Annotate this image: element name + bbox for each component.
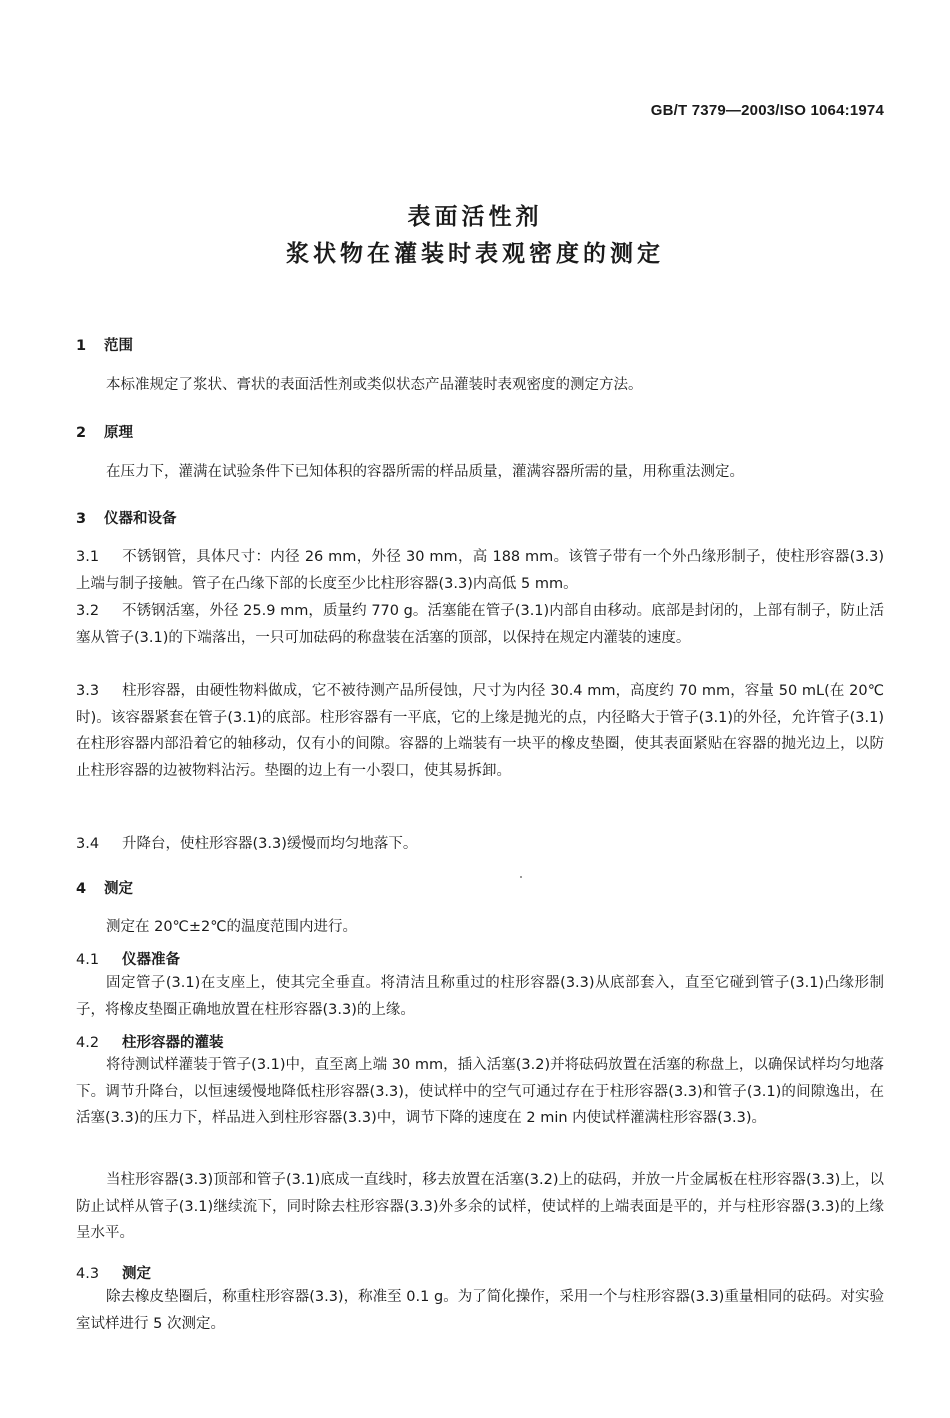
clause-3-1: 3.1 不锈钢管，具体尺寸：内径 26 mm，外径 30 mm，高 188 mm。该管子带有一个外凸缘形制子，使柱形容器(3.3)上端与制子接触。管子在凸缘下部的长度至少比柱形容器(3.3)内高低 5 mm。 (76, 549, 884, 592)
section-4-heading: 4 测定 (76, 881, 133, 897)
clause-4-3-heading: 4.3 测定 (76, 1266, 151, 1282)
title-line-2: 浆状物在灌装时表观密度的测定 (286, 241, 664, 267)
clause-4-3-text: 除去橡皮垫圈后，称重柱形容器(3.3)，称准至 0.1 g。为了简化操作，采用一个与柱形容器(3.3)重量相同的砝码。对实验室试样进行 5 次测定。 (76, 1289, 884, 1332)
clause-4-1-text: 固定管子(3.1)在支座上，使其完全垂直。将清洁且称重过的柱形容器(3.3)从底部套入，直至它碰到管子(3.1)凸缘形制子，将橡皮垫圈正确地放置在柱形容器(3.3)的上缘。 (76, 975, 884, 1018)
section-3-heading: 3 仪器和设备 (76, 511, 177, 527)
section-4-intro: 测定在 20℃±2℃的温度范围内进行。 (106, 919, 358, 935)
clause-3-3: 3.3 柱形容器，由硬性物料做成，它不被待测产品所侵蚀，尺寸为内径 30.4 mm，高度约 70 mm，容量 50 mL(在 20℃时)。该容器紧套在管子(3.1)的底部。柱形容器有一平底，它的上缘是抛光的点，内径略大于管子(3.1)的外径，允许管子(3.1)在柱形容器内部沿着它的轴移动，仅有小的间隙。容器的上端装有一块平的橡皮垫圈，使其表面紧贴在容器的抛光边上，以防止柱形容器的边被物料沾污。垫圈的边上有一小裂口，使其易拆卸。 (76, 683, 884, 779)
clause-3-4: 3.4 升降台，使柱形容器(3.3)缓慢而均匀地落下。 (76, 836, 418, 852)
clause-4-2-para-1: 将待测试样灌装于管子(3.1)中，直至离上端 30 mm，插入活塞(3.2)并将砝码放置在活塞的称盘上，以确保试样均匀地落下。调节升降台，以恒速缓慢地降低柱形容器(3.3)，使试样中的空气可通过存在于柱形容器(3.3)和管子(3.1)的间隙逸出，在活塞(3.3)的压力下，样品进入到柱形容器(3.3)中，调节下降的速度在 2 min 内使试样灌满柱形容器(3.3)。 (76, 1057, 884, 1126)
section-1-text: 本标准规定了浆状、膏状的表面活性剂或类似状态产品灌装时表观密度的测定方法。 (106, 377, 643, 393)
clause-3-2: 3.2 不锈钢活塞，外径 25.9 mm，质量约 770 g。活塞能在管子(3.1)内部自由移动。底部是封闭的，上部有制子，防止活塞从管子(3.1)的下端落出，一只可加砝码的称盘装在活塞的顶部，以保持在规定内灌装的速度。 (76, 603, 884, 646)
section-1-heading: 1 范围 (76, 338, 133, 354)
clause-4-2-para-2: 当柱形容器(3.3)顶部和管子(3.1)底成一直线时，移去放置在活塞(3.2)上的砝码，并放一片金属板在柱形容器(3.3)上，以防止试样从管子(3.1)继续流下，同时除去柱形容器(3.3)外多余的试样，使试样的上端表面是平的，并与柱形容器(3.3)的上缘呈水平。 (76, 1172, 884, 1241)
section-2-heading: 2 原理 (76, 425, 133, 441)
scan-speck (520, 876, 522, 878)
title-line-1: 表面活性剂 (407, 204, 543, 230)
clause-4-2-heading: 4.2 柱形容器的灌装 (76, 1035, 224, 1051)
standard-number: GB/T 7379—2003/ISO 1064:1974 (650, 102, 884, 119)
section-2-text: 在压力下，灌满在试验条件下已知体积的容器所需的样品质量，灌满容器所需的量，用称重法测定。 (106, 464, 744, 480)
clause-4-1-heading: 4.1 仪器准备 (76, 952, 180, 968)
